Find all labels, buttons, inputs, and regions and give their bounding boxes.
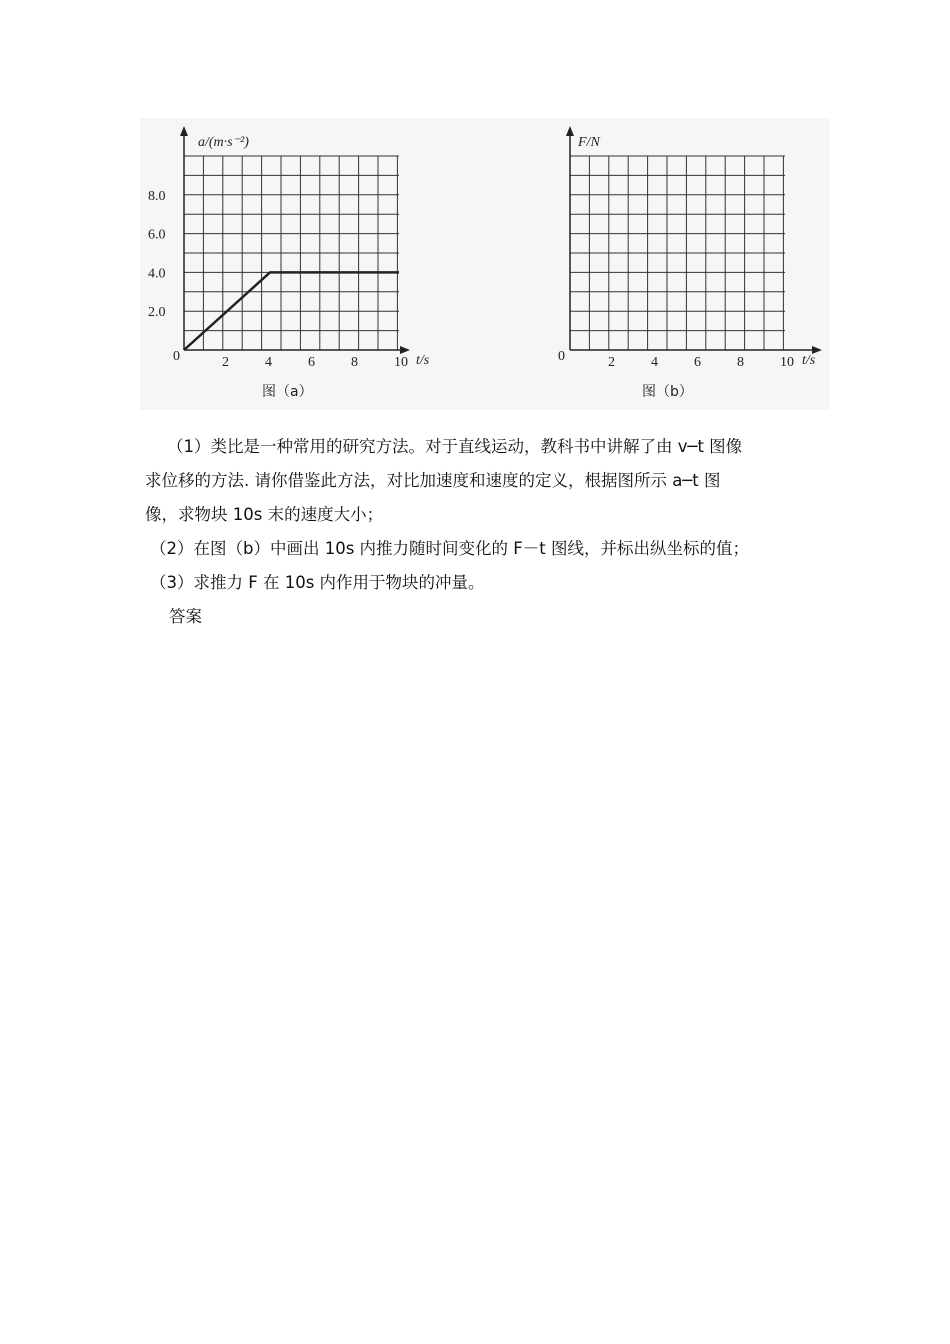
graph-b-x-tick-label: 4: [651, 355, 658, 370]
question-1-line-1: （1）类比是一种常用的研究方法。对于直线运动，教科书中讲解了由 v─t 图像: [167, 437, 743, 456]
graph-a-x-tick-label: 4: [265, 355, 272, 370]
graph-b-caption: 图（b）: [642, 384, 693, 400]
graph-b-grid: [570, 156, 785, 350]
graph-a-y-tick-label: 2.0: [148, 305, 166, 321]
graph-a-y-tick-label: 8.0: [148, 188, 166, 204]
graph-b-svg: [530, 118, 830, 410]
graph-b-x-tick-label: 6: [694, 355, 701, 370]
graph-a-caption: 图（a）: [262, 384, 313, 400]
graph-b-y-arrow: [566, 126, 574, 136]
graph-a-y-tick-label: 6.0: [148, 227, 166, 243]
figure-row: [140, 118, 830, 410]
graph-a-x-label: t/s: [416, 353, 430, 368]
question-3: （3）求推力 F 在 10s 内作用于物块的冲量。: [150, 573, 485, 592]
graph-a-y-tick-label: 4.0: [148, 266, 166, 282]
question-text: [145, 430, 825, 634]
graph-a-x-tick-label: 8: [351, 355, 358, 370]
graph-a-x-tick-label: 2: [222, 355, 229, 370]
graph-a-origin: 0: [173, 349, 180, 364]
graph-a-x-tick-label: 6: [308, 355, 315, 370]
graph-a-y-label: a/(m·s⁻²): [198, 135, 249, 150]
graph-b-y-label: F/N: [578, 135, 600, 150]
graph-a-x-arrow: [400, 346, 410, 354]
graph-b-origin: 0: [558, 349, 565, 364]
graph-b-x-tick-label: 8: [737, 355, 744, 370]
question-2: （2）在图（b）中画出 10s 内推力随时间变化的 F－t 图线，并标出纵坐标的值；: [150, 539, 750, 558]
question-1-line-3: 像，求物块 10s 末的速度大小；: [145, 505, 384, 524]
graph-b: [530, 118, 830, 410]
graph-b-x-tick-label: 10: [780, 355, 794, 370]
question-1-line-2: 求位移的方法. 请你借鉴此方法，对比加速度和速度的定义，根据图所示 a─t 图: [145, 471, 721, 490]
graph-a-y-arrow: [180, 126, 188, 136]
graph-b-x-label: t/s: [802, 353, 816, 368]
graph-a-svg: [140, 118, 440, 410]
graph-a-x-tick-label: 10: [394, 355, 408, 370]
graph-b-x-tick-label: 2: [608, 355, 615, 370]
answer-label: 答案: [169, 607, 202, 626]
graph-a: [140, 118, 440, 410]
